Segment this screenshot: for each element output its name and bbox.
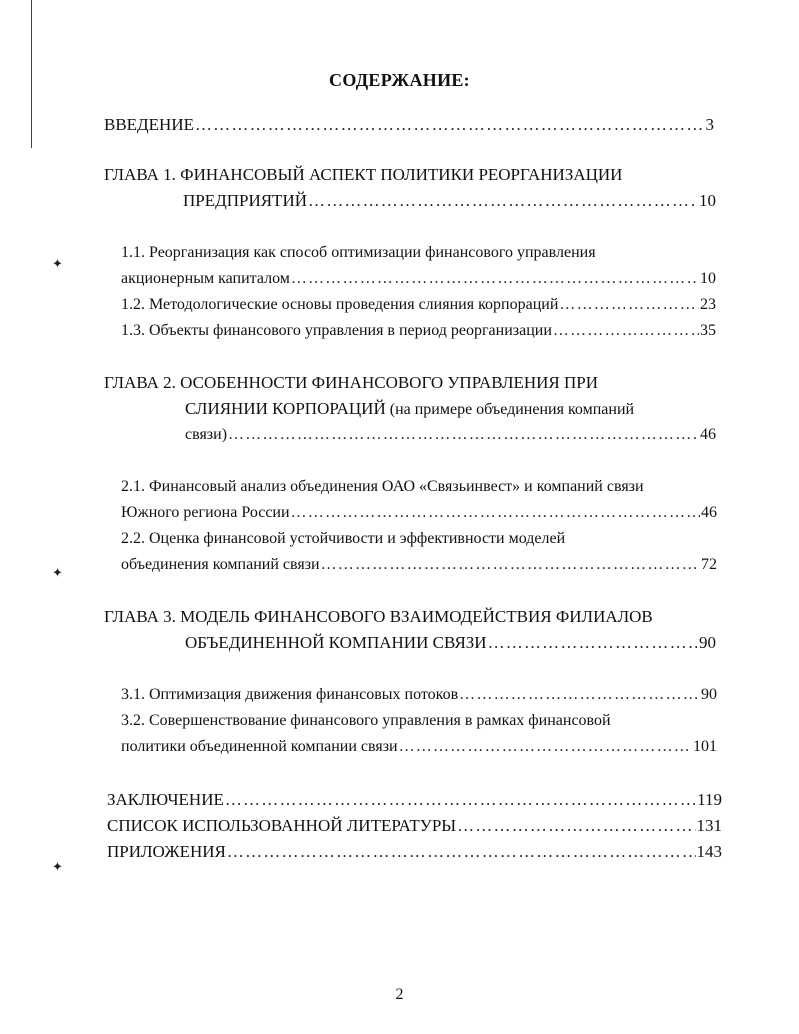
- toc-label: 1.3. Объекты финансового управления в период реорганизации: [121, 322, 552, 339]
- toc-entry-section-1-2[interactable]: [121, 294, 716, 316]
- toc-label: ЗАКЛЮЧЕНИЕ: [107, 790, 224, 809]
- toc-label: объединения компаний связи: [121, 556, 320, 573]
- toc-page: 35: [700, 322, 716, 339]
- toc-chapter-1-title[interactable]: ГЛАВА 1. ФИНАНСОВЫЙ АСПЕКТ ПОЛИТИКИ РЕОРГАНИЗАЦИИ: [104, 165, 623, 184]
- toc-entry-chapter-2[interactable]: [185, 424, 716, 446]
- toc-page: 143: [696, 842, 722, 861]
- toc-section-3-2-title[interactable]: 3.2. Совершенствование финансового управления в рамках финансовой: [121, 712, 611, 729]
- toc-entry-chapter-3[interactable]: [185, 632, 716, 654]
- toc-label: связи): [185, 426, 228, 443]
- toc-page: 10: [699, 191, 716, 210]
- toc-section-2-1-title[interactable]: 2.1. Финансовый анализ объединения ОАО «Связьинвест» и компаний связи: [121, 478, 644, 495]
- toc-leader: [225, 789, 696, 811]
- toc-entry-references[interactable]: [107, 815, 722, 837]
- toc-label: 1.2. Методологические основы проведения слияния корпораций: [121, 296, 559, 313]
- scan-speck-icon: ✦: [52, 859, 63, 874]
- toc-entry-section-1-3[interactable]: [121, 320, 716, 342]
- toc-section-2-2-title[interactable]: 2.2. Оценка финансовой устойчивости и эффективности моделей: [121, 530, 566, 547]
- toc-entry-section-2-2[interactable]: [121, 554, 717, 576]
- toc-page: 119: [697, 790, 722, 809]
- toc-chapter-2-title[interactable]: ГЛАВА 2. ОСОБЕННОСТИ ФИНАНСОВОГО УПРАВЛЕНИЯ ПРИ: [104, 373, 599, 392]
- page-number: 2: [395, 986, 404, 1003]
- toc-page: 72: [701, 556, 717, 573]
- toc-label: Южного региона России: [121, 504, 290, 521]
- toc-label: СПИСОК ИСПОЛЬЗОВАННОЙ ЛИТЕРАТУРЫ: [107, 816, 457, 835]
- toc-page: 23: [700, 296, 716, 313]
- toc-page: 46: [700, 426, 716, 443]
- toc-leader: [291, 268, 699, 290]
- toc-page: 101: [693, 738, 717, 755]
- toc-entry-section-1-1[interactable]: [121, 268, 716, 290]
- toc-leader: [459, 684, 700, 706]
- toc-leader: [488, 632, 698, 654]
- toc-label: акционерным капиталом: [121, 270, 290, 287]
- toc-label: политики объединенной компании связи: [121, 738, 398, 755]
- toc-chapter-2-note: (на примере объединения компаний: [389, 401, 635, 418]
- page-title: СОДЕРЖАНИЕ:: [329, 70, 470, 90]
- toc-leader: [457, 815, 695, 837]
- scan-speck-icon: ✦: [52, 565, 63, 580]
- toc-leader: [227, 841, 696, 863]
- toc-page: 3: [705, 115, 714, 134]
- toc-leader: [308, 190, 698, 212]
- toc-leader: [321, 554, 700, 576]
- toc-entry-chapter-1[interactable]: [183, 190, 716, 212]
- toc-chapter-2-name: СЛИЯНИИ КОРПОРАЦИЙ: [185, 399, 386, 418]
- toc-leader: [399, 736, 692, 758]
- scan-speck-icon: ✦: [52, 256, 63, 271]
- toc-leader: [195, 114, 705, 136]
- toc-label: ВВЕДЕНИЕ: [104, 115, 194, 134]
- toc-entry-appendix[interactable]: [107, 841, 722, 863]
- toc-page: 90: [701, 686, 717, 703]
- toc-leader: [291, 502, 700, 524]
- toc-chapter-2-subtitle[interactable]: [185, 398, 634, 420]
- toc-label: ПРЕДПРИЯТИЙ: [183, 191, 307, 210]
- toc-label: ПРИЛОЖЕНИЯ: [107, 842, 226, 861]
- toc-leader: [553, 320, 699, 342]
- toc-chapter-3-title[interactable]: ГЛАВА 3. МОДЕЛЬ ФИНАНСОВОГО ВЗАИМОДЕЙСТВИЯ ФИЛИАЛОВ: [104, 607, 653, 626]
- toc-page: 10: [700, 270, 716, 287]
- toc-leader: [228, 424, 699, 446]
- toc-section-1-1-title[interactable]: 1.1. Реорганизация как способ оптимизации финансового управления: [121, 244, 596, 261]
- toc-page: 46: [701, 504, 717, 521]
- toc-entry-conclusion[interactable]: [107, 789, 722, 811]
- toc-entry-section-2-1[interactable]: [121, 502, 717, 524]
- toc-entry-section-3-1[interactable]: [121, 684, 717, 706]
- toc-page: 131: [696, 816, 722, 835]
- toc-entry-intro[interactable]: [104, 114, 714, 136]
- toc-label: 3.1. Оптимизация движения финансовых потоков: [121, 686, 459, 703]
- toc-page: 90: [699, 633, 716, 652]
- toc-leader: [559, 294, 699, 316]
- toc-entry-section-3-2[interactable]: [121, 736, 717, 758]
- toc-label: ОБЪЕДИНЕННОЙ КОМПАНИИ СВЯЗИ: [185, 633, 487, 652]
